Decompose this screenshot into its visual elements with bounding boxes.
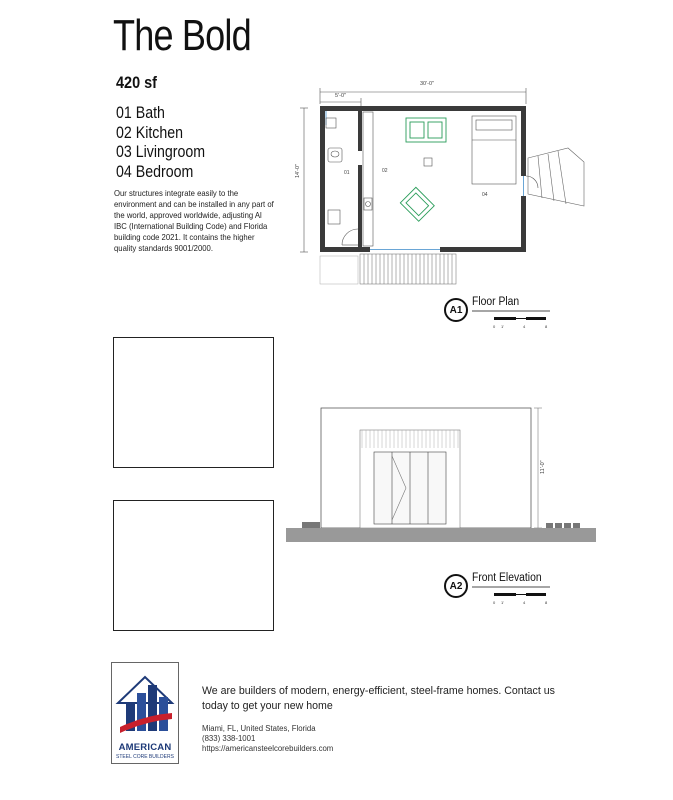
side-stairs [528, 148, 584, 206]
website-link[interactable]: https://americansteelcorebuilders.com [202, 744, 334, 753]
room-item: 02 Kitchen [116, 123, 184, 142]
glazing [326, 111, 524, 250]
scale-tick: 0 [493, 600, 496, 605]
front-deck [320, 254, 456, 284]
scale-tick: 8 [545, 600, 548, 605]
dim-height: 11'-0" [540, 460, 546, 474]
drawing-badge: A1 [444, 298, 468, 322]
drawing-title: Front Elevation [472, 572, 542, 584]
front-elevation-label [444, 574, 552, 611]
image-placeholder [113, 500, 274, 631]
scale-bar [470, 308, 552, 330]
scale-tick: 4 [523, 600, 526, 605]
description: Our structures integrate easily to the environment and can be installed in any part of the world, approved worldwide, adjusting Al IBC (International Building Code) and Florida building code 2021. It contains the higher quality standards 9001/2000. [114, 188, 274, 253]
footer-tagline: We are builders of modern, energy-efficient, steel-frame homes. Contact us today to get your new home [202, 685, 555, 712]
logo-name: AMERICAN [118, 742, 172, 753]
scale-tick: 1' [501, 324, 504, 329]
room-list [116, 104, 205, 182]
image-placeholder [113, 337, 274, 468]
contact-info [202, 724, 333, 754]
company-logo-icon [112, 663, 178, 737]
logo-subtitle: STEEL CORE BUILDERS [116, 754, 174, 760]
glass-doors [374, 452, 446, 524]
page-title: The Bold [113, 11, 251, 60]
phone-text[interactable]: (833) 338-1001 [202, 734, 256, 743]
dim-left-room: 5'-0" [335, 93, 346, 99]
room-tag: 01 [344, 170, 350, 176]
room-item: 04 Bedroom [116, 162, 194, 181]
floor-plan-drawing [290, 70, 590, 290]
drawing-title: Floor Plan [472, 296, 520, 308]
area-label: 420 sf [116, 73, 157, 92]
room-item: 03 Livingroom [116, 143, 206, 161]
scale-tick: 8 [545, 324, 548, 329]
room-tag: 02 [382, 168, 388, 174]
ground-line [286, 528, 596, 542]
dim-total: 30'-0" [420, 81, 435, 87]
room-item: 01 Bath [116, 104, 165, 122]
floor-plan-label [444, 298, 552, 335]
room-tag: 04 [482, 192, 488, 198]
scale-tick: 1' [501, 600, 504, 605]
walls [320, 106, 526, 252]
living-furniture [400, 118, 446, 221]
dim-side: 14'-0" [295, 163, 301, 178]
bed [472, 116, 516, 184]
bath-fixtures [326, 118, 358, 245]
location-text: Miami, FL, United States, Florida [202, 724, 316, 733]
kitchen-counter [363, 112, 373, 246]
logo-frame [111, 662, 179, 764]
scale-tick: 0 [493, 324, 496, 329]
drawing-badge: A2 [444, 574, 468, 598]
scale-tick: 4 [523, 324, 526, 329]
scale-bar [470, 584, 552, 606]
front-elevation-drawing [286, 404, 596, 549]
